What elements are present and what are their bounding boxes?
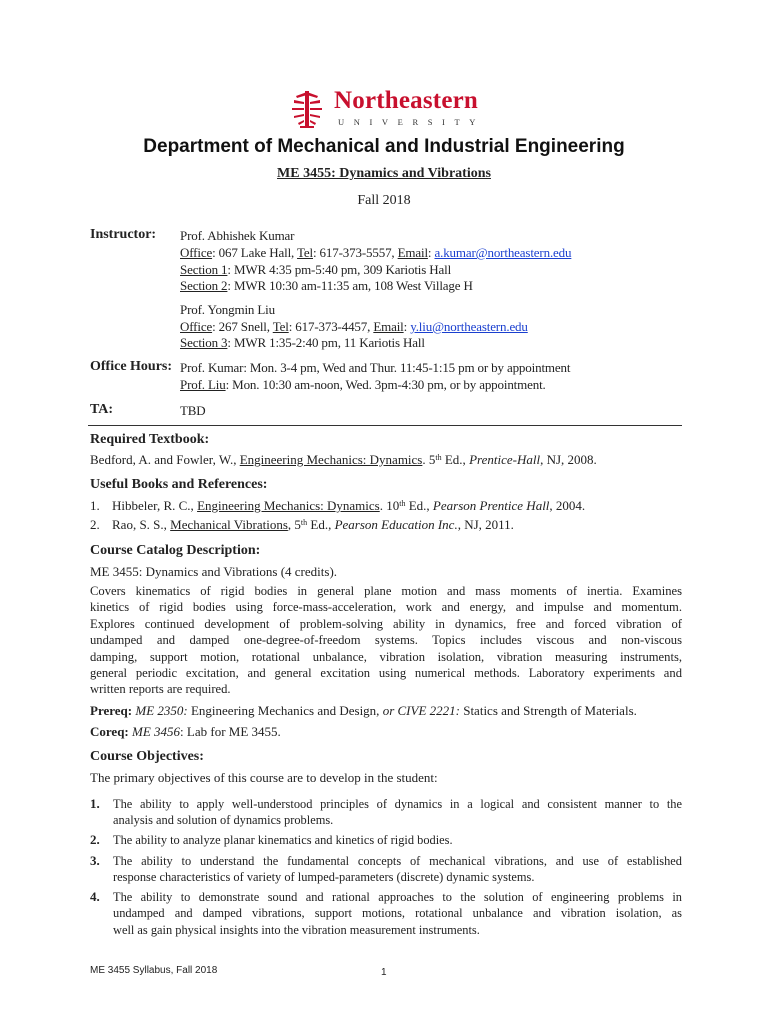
prof1-section1: Section 1: MWR 4:35 pm-5:40 pm, 309 Kariotis Hall [180,262,452,277]
coreq: Coreq: ME 3456: Lab for ME 3455. [90,724,281,739]
objectives-intro: The primary objectives of this course are to develop in the student: [90,770,438,785]
prof1-email-link[interactable]: a.kumar@northeastern.edu [434,245,572,260]
page-number: 1 [381,967,387,978]
required-textbook-heading: Required Textbook: [90,432,210,447]
logo-wordmark: Northeastern [334,87,479,114]
catalog-heading: Course Catalog Description: [90,543,261,558]
reference-1: Hibbeler, R. C., Engineering Mechanics: Dynamics. 10th Ed., Pearson Prentice Hall, 2004. [112,498,586,513]
objective-3: The ability to understand the fundamental concepts of mechanical vibrations, and use of established response characteristics of variety of lumped-parameters (discrete) dynamic systems. [113,854,682,885]
objective-4: The ability to demonstrate sound and rational approaches to the solution of engineering problems in undamped and damped vibrations, support motions, rotational unbalance and vibration isolation, as well as gain physical insights into the vibration measurement instruments. [113,890,682,937]
reference-2: Rao, S. S., Mechanical Vibrations, 5th Ed., Pearson Education Inc., NJ, 2011. [112,517,514,532]
objectives-heading: Course Objectives: [90,749,204,764]
office-hours-liu: Prof. Liu: Mon. 10:30 am-noon, Wed. 3pm-4:30 pm, or by appointment. [180,377,546,392]
university-seal-icon [286,88,328,130]
catalog-course-line: ME 3455: Dynamics and Vibrations (4 credits). [90,564,338,579]
term: Fall 2018 [357,193,411,208]
prof1-name: Prof. Abhishek Kumar [180,228,295,243]
prof2-contact: Office: 267 Snell, Tel: 617-373-4457, Email: y.liu@northeastern.edu [180,319,528,334]
office-hours-kumar: Prof. Kumar: Mon. 3-4 pm, Wed and Thur. 11:45-1:15 pm or by appointment [180,360,571,375]
references-heading: Useful Books and References: [90,477,268,492]
instructor-label: Instructor: [90,227,157,242]
objective-1: The ability to apply well-understood principles of dynamics in a logical and consistent manner to the analysis and solution of dynamics problems. [113,797,682,828]
reference-2-number: 2. [90,517,100,532]
section-divider [88,425,682,426]
footer-course: ME 3455 Syllabus, Fall 2018 [90,965,218,976]
catalog-description: Covers kinematics of rigid bodies in general plane motion and mass moments of inertia. Examines kinetics of rigid bodies using force-mass-acceleration, work and energy, and impulse and momentum. Explores continued development of problem-solving ability in dynamics, free and forced vibration of undamped and damped one-degree-of-freedom systems. Topics includes viscous and non-viscous damping, support motion, rotational unbalance, vibration isolation, vibration measuring instruments, general periodic excitation, and general excitation using numerical methods. Laboratory experiments and written reports are required. [90,584,682,697]
prof1-contact: Office: 067 Lake Hall, Tel: 617-373-5557, Email: a.kumar@northeastern.edu [180,245,572,260]
office-hours-label: Office Hours: [90,359,173,374]
reference-1-number: 1. [90,498,100,513]
objective-4-number: 4. [90,889,100,904]
prof2-email-link[interactable]: y.liu@northeastern.edu [410,319,528,334]
prof2-section3: Section 3: MWR 1:35-2:40 pm, 11 Kariotis Hall [180,335,425,350]
prereq: Prereq: ME 2350: Engineering Mechanics and Design, or CIVE 2221: Statics and Strength of Materials. [90,703,637,718]
objective-1-number: 1. [90,796,100,811]
objective-2-number: 2. [90,832,100,847]
logo-subtitle: UNIVERSITY [338,117,485,127]
required-textbook: Bedford, A. and Fowler, W., Engineering Mechanics: Dynamics. 5th Ed., Prentice-Hall, NJ, 2008. [90,452,597,467]
objective-3-number: 3. [90,853,100,868]
objective-2: The ability to analyze planar kinematics and kinetics of rigid bodies. [113,833,453,847]
prof1-section2: Section 2: MWR 10:30 am-11:35 am, 108 West Village H [180,278,473,293]
department-title: Department of Mechanical and Industrial Engineering [143,136,625,157]
ta-label: TA: [90,402,114,417]
ta-value: TBD [180,403,206,418]
prof2-name: Prof. Yongmin Liu [180,302,275,317]
course-title: ME 3455: Dynamics and Vibrations [277,166,491,181]
northeastern-logo [286,86,496,134]
